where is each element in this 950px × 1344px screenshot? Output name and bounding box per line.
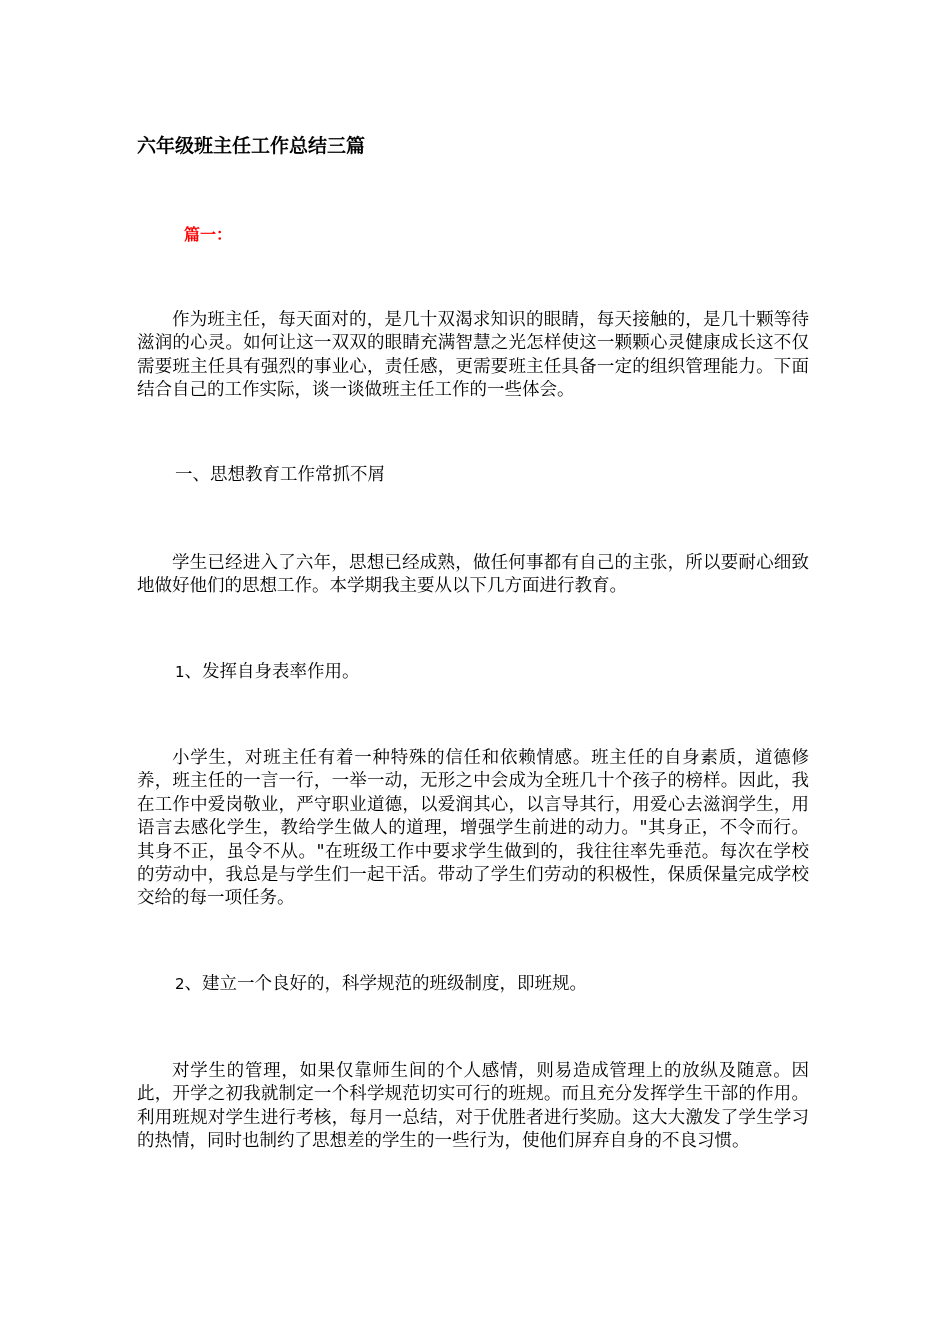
subheading-text: 、建立一个良好的，科学规范的班级制度，即班规。: [184, 974, 588, 994]
subheading-number: 2: [175, 975, 185, 993]
intro-paragraph: 作为班主任，每天面对的，是几十双渴求知识的眼睛，每天接触的，是几十颗等待滋润的心灵。如何让这一双双的眼睛充满智慧之光怎样使这一颗颗心灵健康成长这不仅需要班主任具有强烈的事业心，责任感，更需要班主任具备一定的组织管理能力。下面结合自己的工作实际，谈一谈做班主任工作的一些体会。: [137, 310, 809, 401]
subheading-class-rules: [175, 972, 587, 996]
subheading-text: 、发挥自身表率作用。: [184, 662, 360, 682]
subheading-number: 1: [175, 663, 185, 681]
subheading-role-model: [175, 660, 360, 684]
document-title: 六年级班主任工作总结三篇: [137, 135, 366, 157]
heading-ideological-education: 一、思想教育工作常抓不屑: [175, 465, 385, 485]
section-label: 篇一：: [184, 225, 233, 244]
paragraph-ideological-work: 学生已经进入了六年，思想已经成熟，做任何事都有自己的主张，所以要耐心细致地做好他们的思想工作。本学期我主要从以下几方面进行教育。: [137, 553, 809, 597]
paragraph-role-model: 小学生，对班主任有着一种特殊的信任和依赖情感。班主任的自身素质，道德修养，班主任的一言一行，一举一动，无形之中会成为全班几十个孩子的榜样。因此，我在工作中爱岗敬业，严守职业道德，以爱润其心，以言导其行，用爱心去滋润学生，用语言去感化学生，教给学生做人的道理，增强学生前进的动力。"其身正，不令而行。其身不正，虽令不从。"在班级工作中要求学生做到的，我往往率先垂范。每次在学校的劳动中，我总是与学生们一起干活。带动了学生们劳动的积极性，保质保量完成学校交给的每一项任务。: [137, 748, 809, 909]
paragraph-class-rules: 对学生的管理，如果仅靠师生间的个人感情，则易造成管理上的放纵及随意。因此，开学之初我就制定一个科学规范切实可行的班规。而且充分发挥学生干部的作用。利用班规对学生进行考核，每月一总结，对于优胜者进行奖励。这大大激发了学生学习的热情，同时也制约了思想差的学生的一些行为，使他们屏弃自身的不良习惯。: [137, 1061, 809, 1152]
